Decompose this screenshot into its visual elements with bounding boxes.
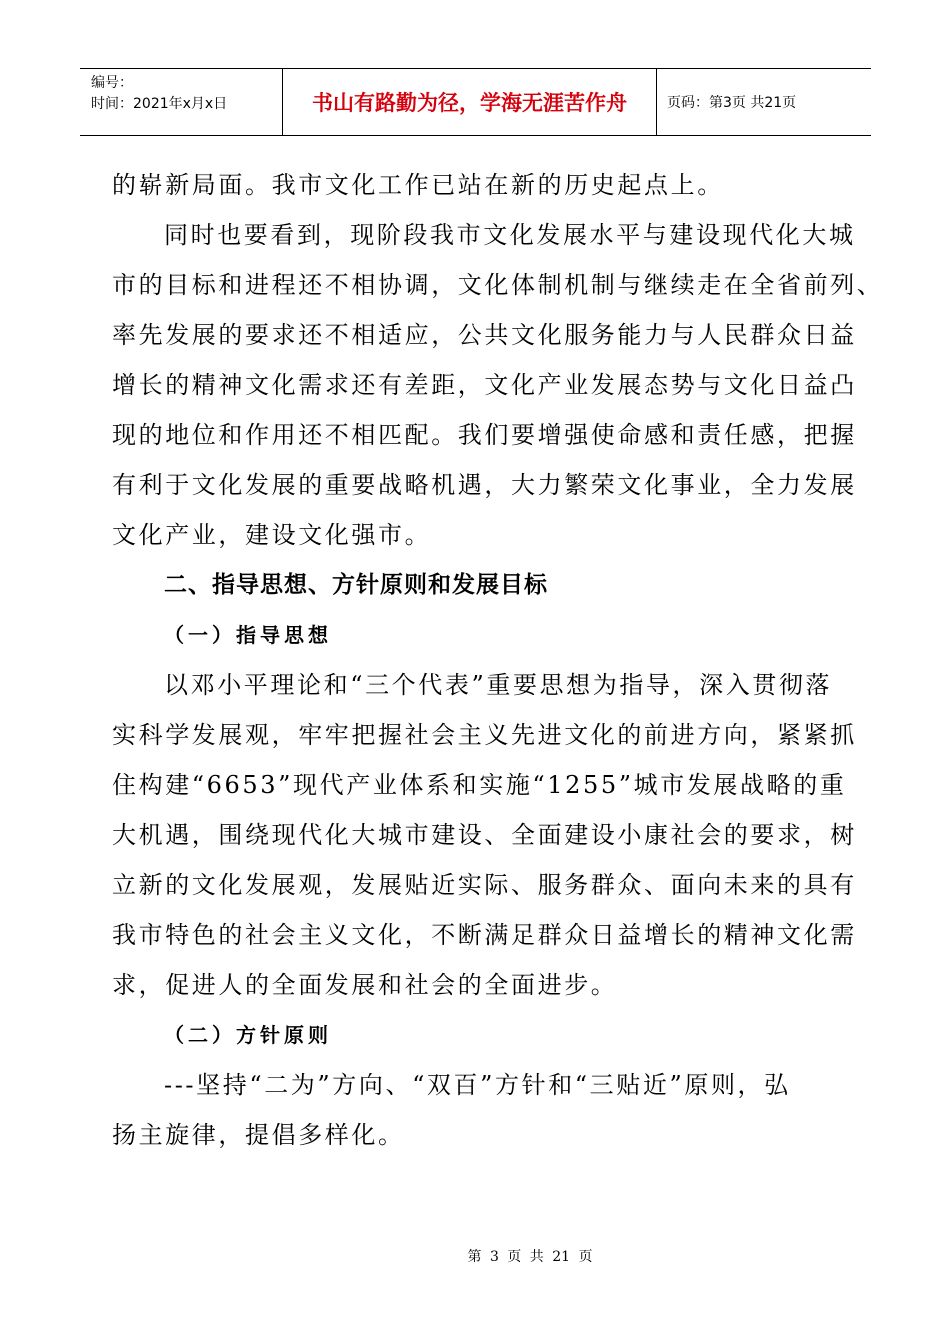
section-heading: 二、指导思想、方针原则和发展目标 bbox=[164, 572, 548, 598]
document-body bbox=[112, 160, 884, 1160]
body-text-line: 现的地位和作用还不相匹配。我们要增强使命感和责任感，把握 bbox=[112, 421, 857, 449]
header-motto: 书山有路勤为径，学海无涯苦作舟 bbox=[283, 69, 657, 135]
subsection-heading: （一）指导思想 bbox=[164, 623, 332, 647]
body-text-line: 住构建“6653”现代产业体系和实施“1255”城市发展战略的重 bbox=[112, 771, 847, 799]
body-text-line: 我市特色的社会主义文化，不断满足群众日益增长的精神文化需 bbox=[112, 921, 857, 949]
body-text-line: 同时也要看到，现阶段我市文化发展水平与建设现代化大城 bbox=[164, 221, 856, 249]
page-footer: 第 3 页 共 21 页 bbox=[467, 1249, 593, 1265]
body-text-line: 文化产业，建设文化强市。 bbox=[112, 521, 432, 549]
body-text-line: 立新的文化发展观，发展贴近实际、服务群众、面向未来的具有 bbox=[112, 871, 857, 899]
body-text-line: ---坚持“二为”方向、“双百”方针和“三贴近”原则，弘 bbox=[164, 1071, 791, 1099]
body-text-line: 扬主旋律，提倡多样化。 bbox=[112, 1121, 405, 1149]
body-text-line: 实科学发展观，牢牢把握社会主义先进文化的前进方向，紧紧抓 bbox=[112, 721, 857, 749]
body-text-line: 的崭新局面。我市文化工作已站在新的历史起点上。 bbox=[112, 171, 724, 199]
body-text-line: 有利于文化发展的重要战略机遇，大力繁荣文化事业，全力发展 bbox=[112, 471, 857, 499]
time-label: 时间：2021年x月x日 bbox=[91, 96, 228, 112]
number-label: 编号： bbox=[91, 75, 133, 91]
header-table bbox=[80, 68, 871, 136]
body-text-line: 率先发展的要求还不相适应，公共文化服务能力与人民群众日益 bbox=[112, 321, 857, 349]
body-text-line: 求，促进人的全面发展和社会的全面进步。 bbox=[112, 971, 618, 999]
header-page-info: 页码：第3页 共21页 bbox=[667, 95, 797, 111]
header-left-cell bbox=[80, 69, 283, 135]
body-text-line: 市的目标和进程还不相协调，文化体制机制与继续走在全省前列、 bbox=[112, 271, 884, 299]
subsection-heading: （二）方针原则 bbox=[164, 1023, 332, 1047]
body-text-line: 大机遇，围绕现代化大城市建设、全面建设小康社会的要求，树 bbox=[112, 821, 857, 849]
body-text-line: 以邓小平理论和“三个代表”重要思想为指导，深入贯彻落 bbox=[164, 671, 833, 699]
body-text-line: 增长的精神文化需求还有差距，文化产业发展态势与文化日益凸 bbox=[112, 371, 857, 399]
